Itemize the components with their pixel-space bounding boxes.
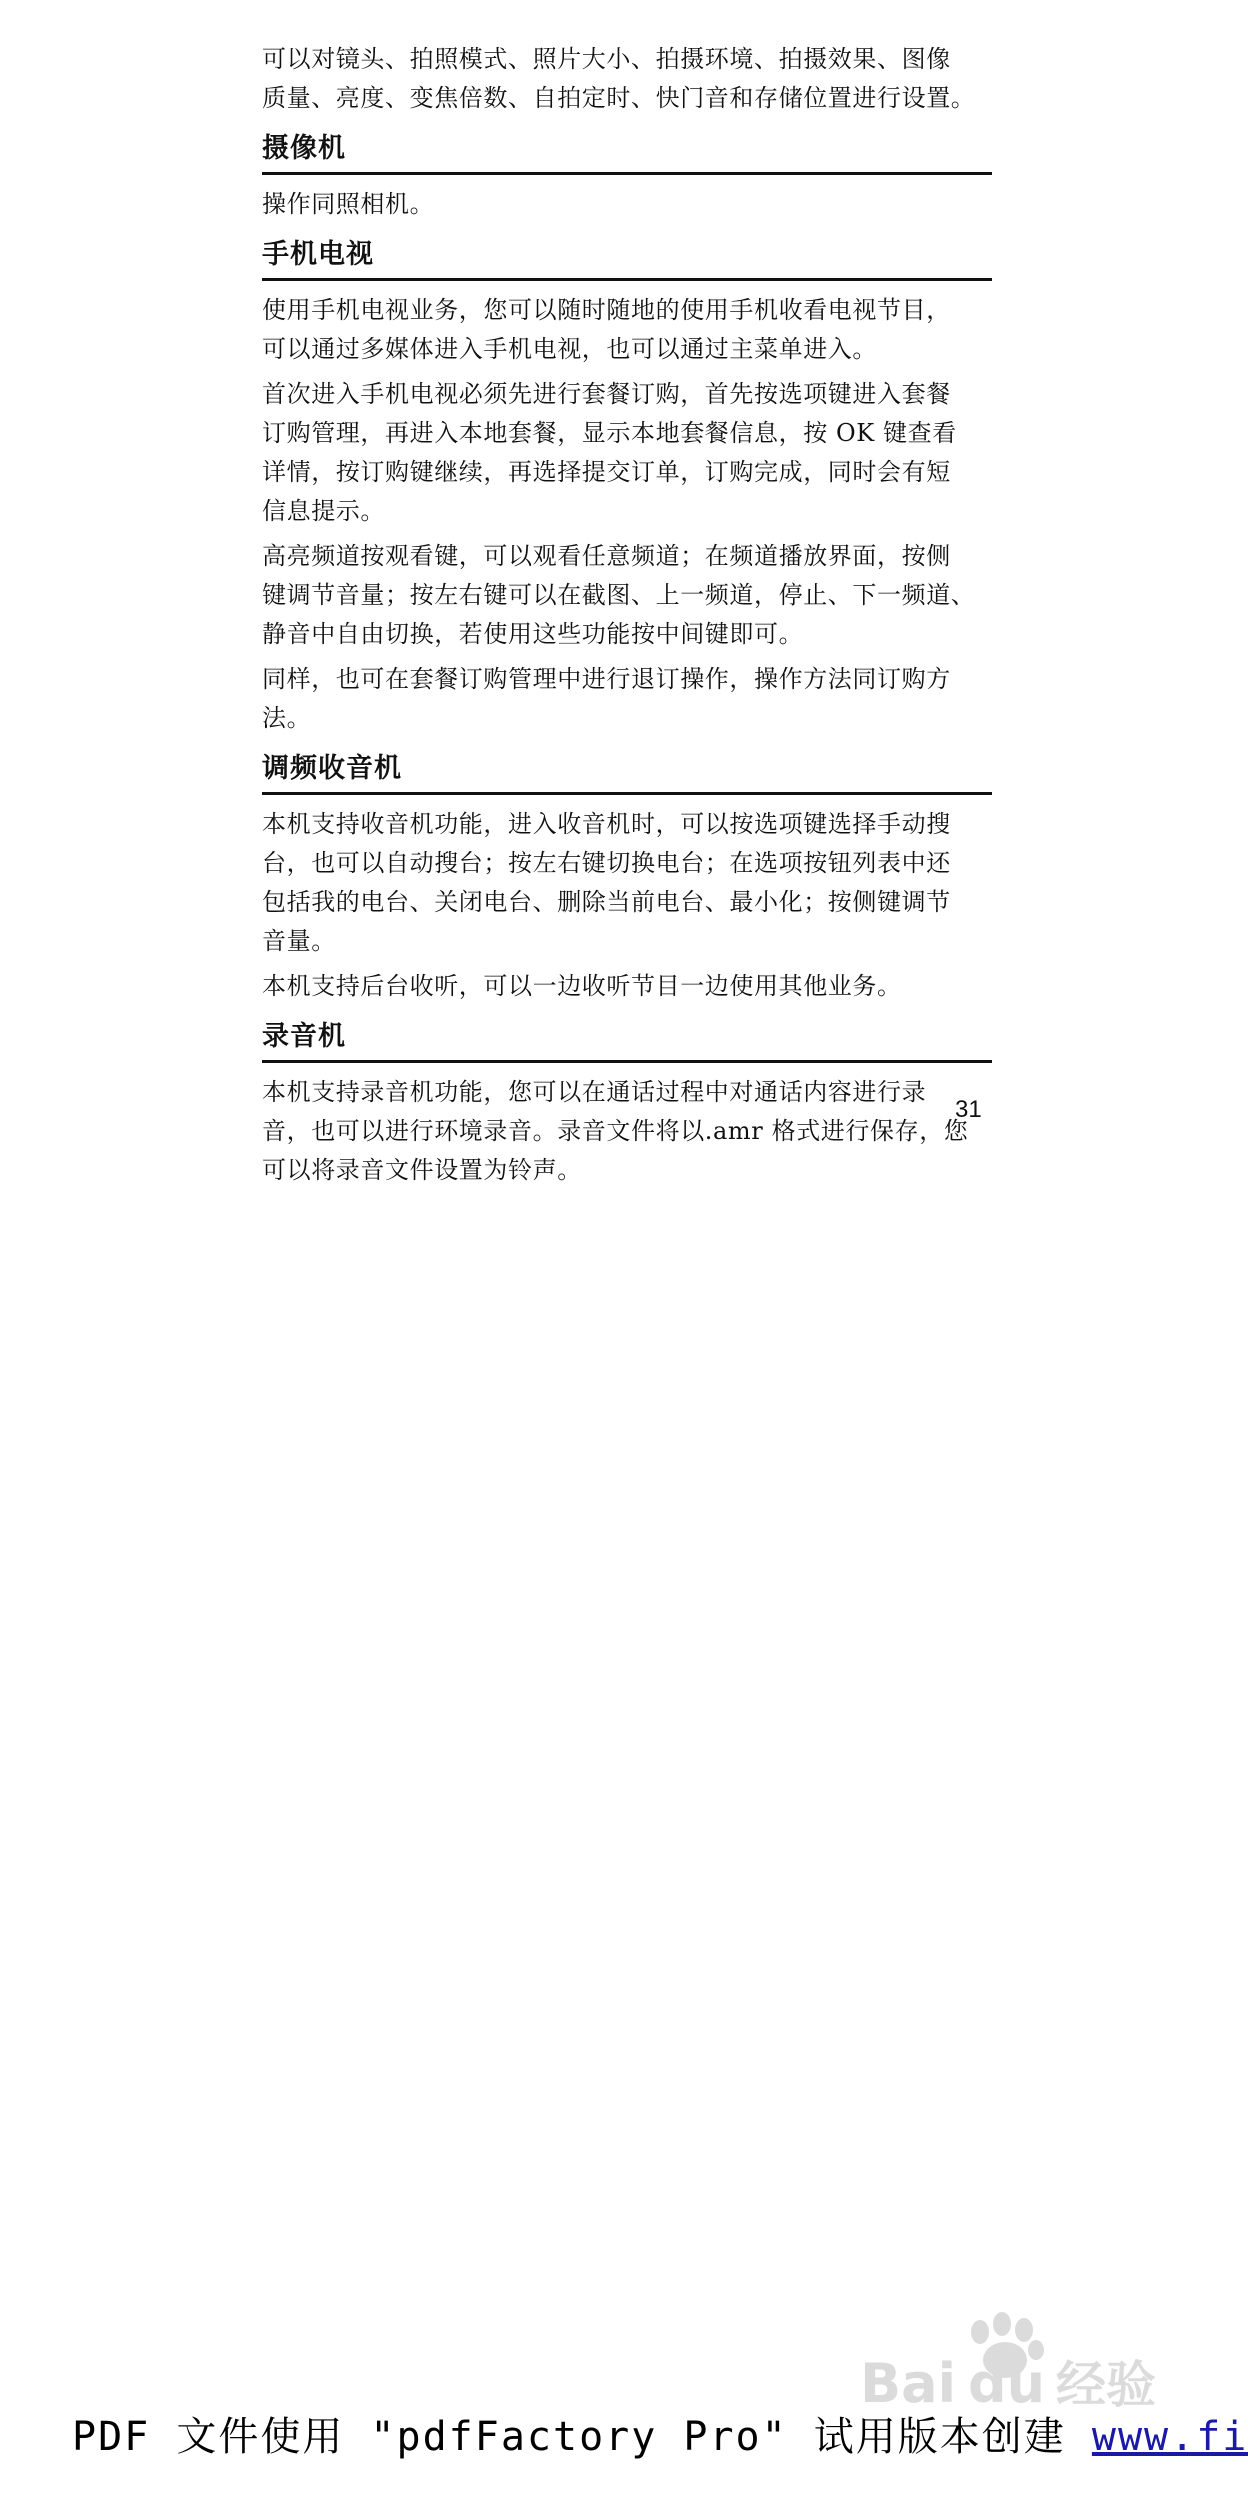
intro-paragraph: 可以对镜头、拍照模式、照片大小、拍摄环境、拍摄效果、图像 质量、亮度、变焦倍数、自拍定时、快门音和存储位置进行设置。: [262, 45, 976, 112]
section-heading-fm-radio: 调频收音机: [262, 752, 992, 795]
footer-link[interactable]: www.fi: [1091, 2414, 1248, 2460]
paragraph: 本机支持后台收听，可以一边收听节目一边使用其他业务。: [262, 972, 902, 1000]
page-number: 31: [955, 1096, 982, 1123]
svg-text:du: du: [968, 2352, 1046, 2415]
section-heading-mobile-tv: 手机电视: [262, 238, 992, 281]
svg-text:Bai: Bai: [860, 2352, 957, 2415]
pdf-factory-footer: [72, 2405, 1248, 2462]
section-heading-camcorder: 摄像机: [262, 132, 992, 175]
document-body: [262, 40, 992, 1196]
paragraph: 本机支持录音机功能，您可以在通话过程中对通话内容进行录 音，也可以进行环境录音。录音文件将以.amr 格式进行保存，您 可以将录音文件设置为铃声。: [262, 1078, 969, 1184]
paragraph: 首次进入手机电视必须先进行套餐订购，首先按选项键进入套餐 订购管理，再进入本地套餐，显示本地套餐信息，按 OK 键查看 详情，按订购键继续，再选择提交订单，订购完成，同时会有短 信息提示。: [262, 380, 957, 525]
paragraph: 高亮频道按观看键，可以观看任意频道；在频道播放界面，按侧 键调节音量；按左右键可以在截图、上一频道，停止、下一频道、 静音中自由切换，若使用这些功能按中间键即可。: [262, 542, 976, 648]
svg-text:经验: 经验: [1056, 2356, 1156, 2414]
section-heading-recorder: 录音机: [262, 1020, 992, 1063]
paragraph: 本机支持收音机功能，进入收音机时，可以按选项键选择手动搜 台，也可以自动搜台；按左右键切换电台；在选项按钮列表中还 包括我的电台、关闭电台、删除当前电台、最小化；按侧键调节 音量。: [262, 810, 951, 955]
paragraph: 操作同照相机。: [262, 190, 435, 218]
baidu-jingyan-logo-icon: [860, 2310, 1190, 2420]
paragraph: 同样，也可在套餐订购管理中进行退订操作，操作方法同订购方 法。: [262, 665, 951, 732]
footer-text: PDF 文件使用 "pdfFactory Pro" 试用版本创建: [72, 2414, 1092, 2460]
paragraph: 使用手机电视业务，您可以随时随地的使用手机收看电视节目， 可以通过多媒体进入手机电视，也可以通过主菜单进入。: [262, 296, 951, 363]
